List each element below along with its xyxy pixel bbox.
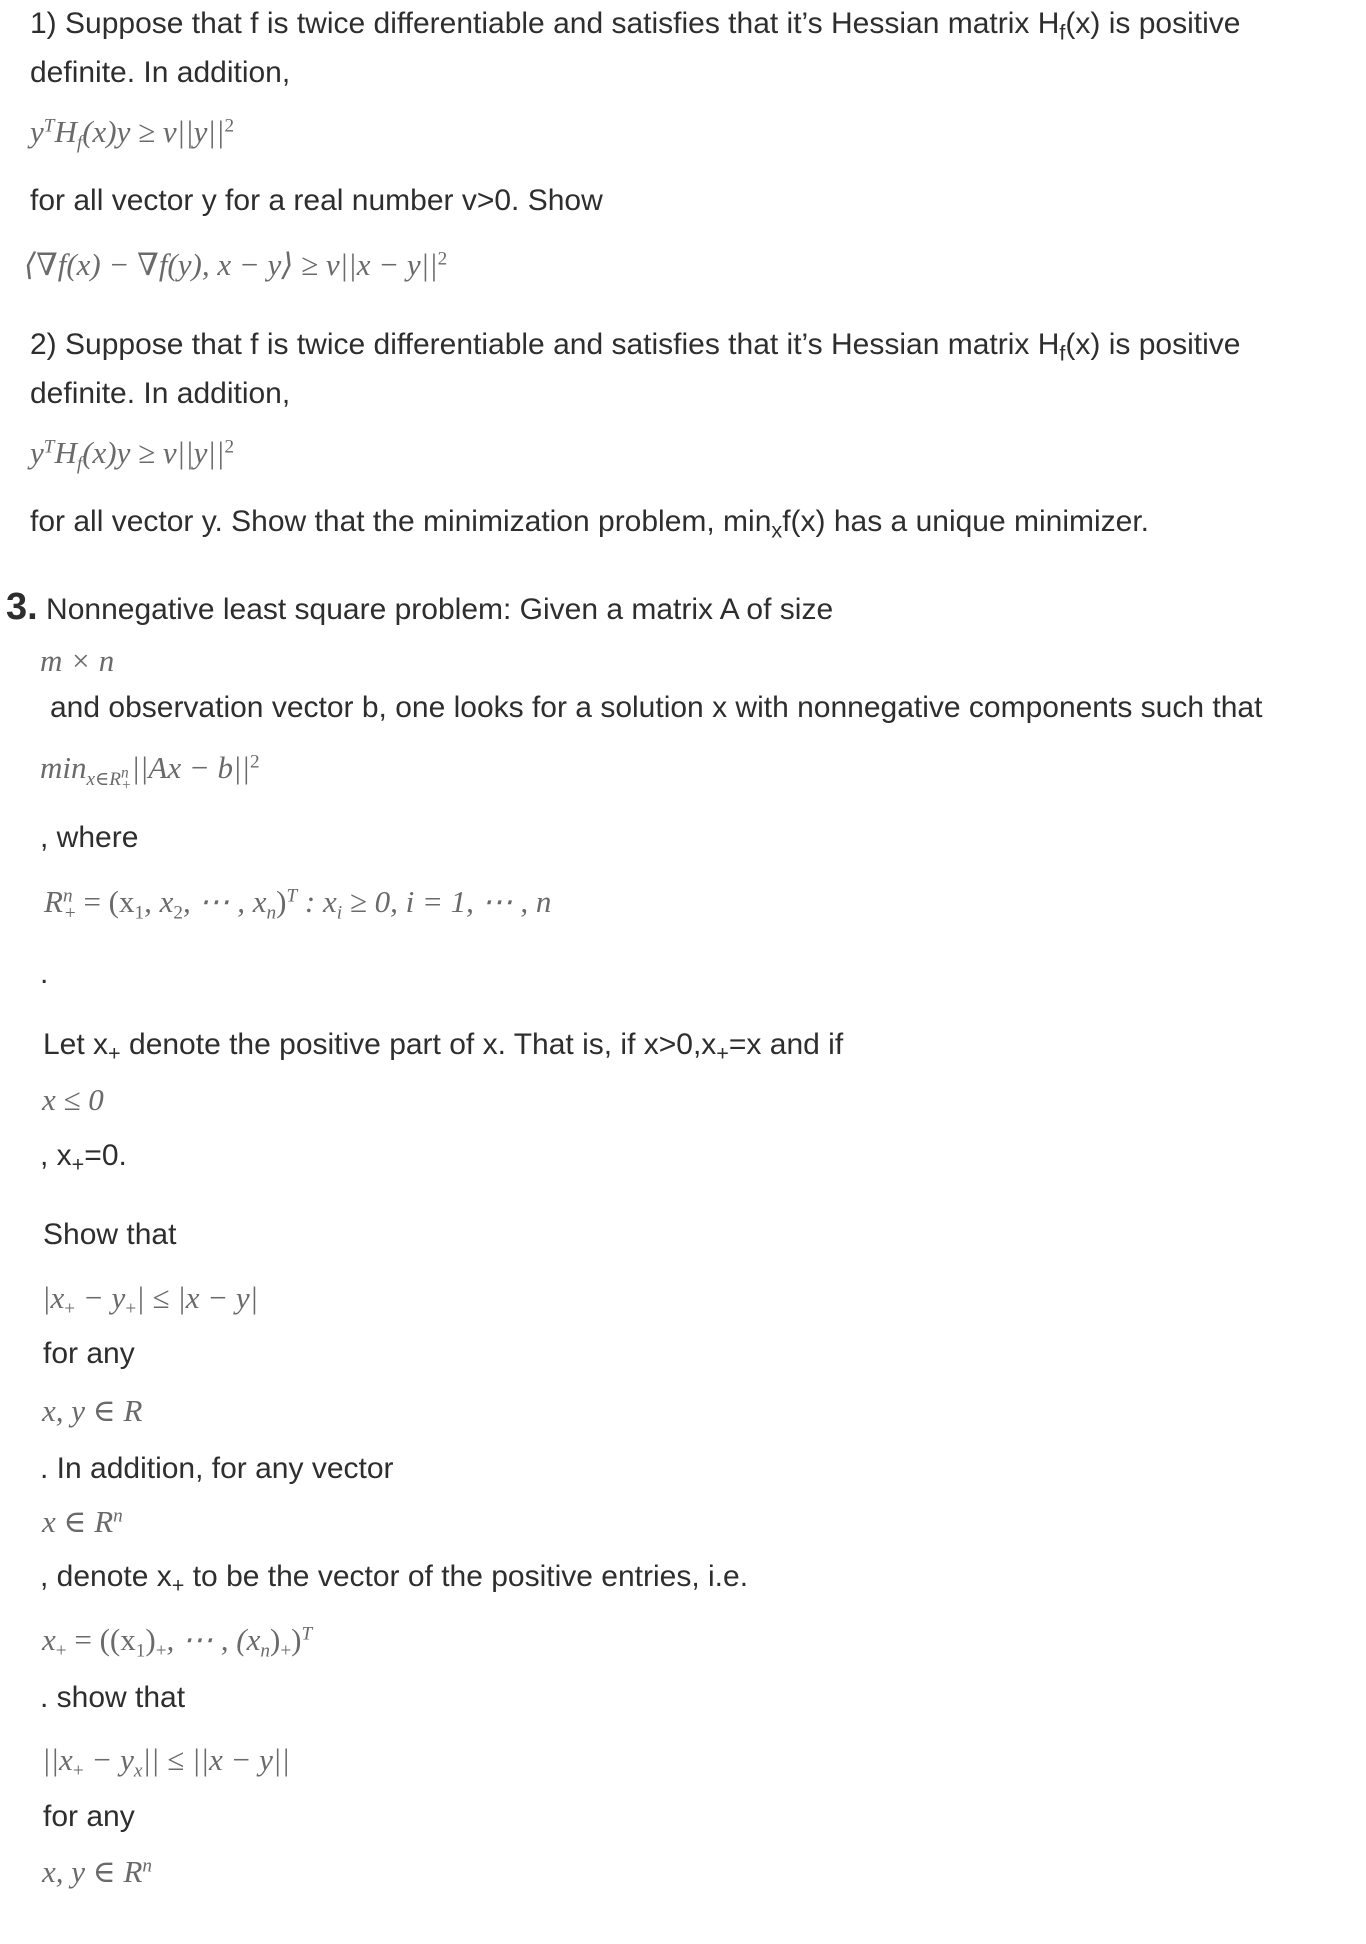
p1-line2: definite. In addition, [30,56,291,89]
p2-line3: for all vector y. Show that the minimization problem, $\min_xf(x)$ has a unique minimizer. [30,505,1150,543]
p3-for-any-2: for any [43,1800,135,1833]
p1-formula-hessian: $y^TH_f(x)y \ge v||y||^2$ [30,114,235,154]
p3-xy-in-R: x, y ∈ R [42,1393,143,1428]
p3-where: , where [40,821,139,854]
p3-period: . [40,957,49,990]
p3-number: 3. [6,586,38,628]
p2-line2: definite. In addition, [30,377,291,410]
p3-in-addition: . In addition, for any vector [40,1452,394,1485]
p3-line2: and observation vector b, one looks for a solution x with nonnegative components such that [50,691,1263,724]
p3-line1: 3. Nonnegative least square problem: Given a matrix A of size [6,586,834,628]
p3-show-that: Show that [43,1218,177,1251]
p2-formula-hessian: $y^TH_f(x)y \ge v||y||^2$ [30,435,235,475]
p3-denote-line: , denote $x_+$ to be the vector of the positive entries, i.e. [40,1560,749,1598]
p3-x-le-0: x ≤ 0 [42,1082,104,1117]
p3-for-any: for any [43,1337,135,1370]
p3-xplus-definition: $x_+ = ((x_1)_+$, ⋯ , $(x_n)_+)^T$ [42,1622,313,1662]
p3-norm-inequality: $||x_+ - y_x|| \le ||x - y||$ [42,1742,290,1782]
p3-xy-in-Rn: x, y ∈ $R^n$ [42,1854,153,1889]
p1-line1: 1) Suppose that f is twice differentiable and satisfies that it’s Hessian matrix $H_f(x)$ is positive [30,7,1241,45]
p3-rn-definition: $R^n_+ = (x_1$, $x_2$, ⋯ , $x_n)^T$ : $x_i \ge 0$, i = 1, ⋯ , n [44,884,552,924]
p3-let-line: Let $x_+$ denote the positive part of x. That is, if $x>0,x_+=x$ and if [43,1028,844,1066]
p1-line3: for all vector y for a real number v>0. Show [30,184,603,217]
p3-min-formula: $\min_{x\in R^n_+}||Ax - b||^2$ [40,750,260,794]
p3-xplus-zero: , $x_+=0$. [40,1139,127,1177]
p1-formula-gradient: ⟨∇f(x) − ∇f(y), x − y⟩ ≥ $v||x - y||^2$ [24,247,448,282]
p3-x-in-Rn: x ∈ $R^n$ [42,1504,123,1539]
p3-size: m × n [40,643,115,678]
p3-abs-inequality: $|x_+ - y_+| \le |x - y|$ [42,1280,259,1320]
p3-show-that-2: . show that [40,1681,186,1714]
p2-line1: 2) Suppose that f is twice differentiable and satisfies that it’s Hessian matrix $H_f(x)$ is positive [30,328,1241,366]
